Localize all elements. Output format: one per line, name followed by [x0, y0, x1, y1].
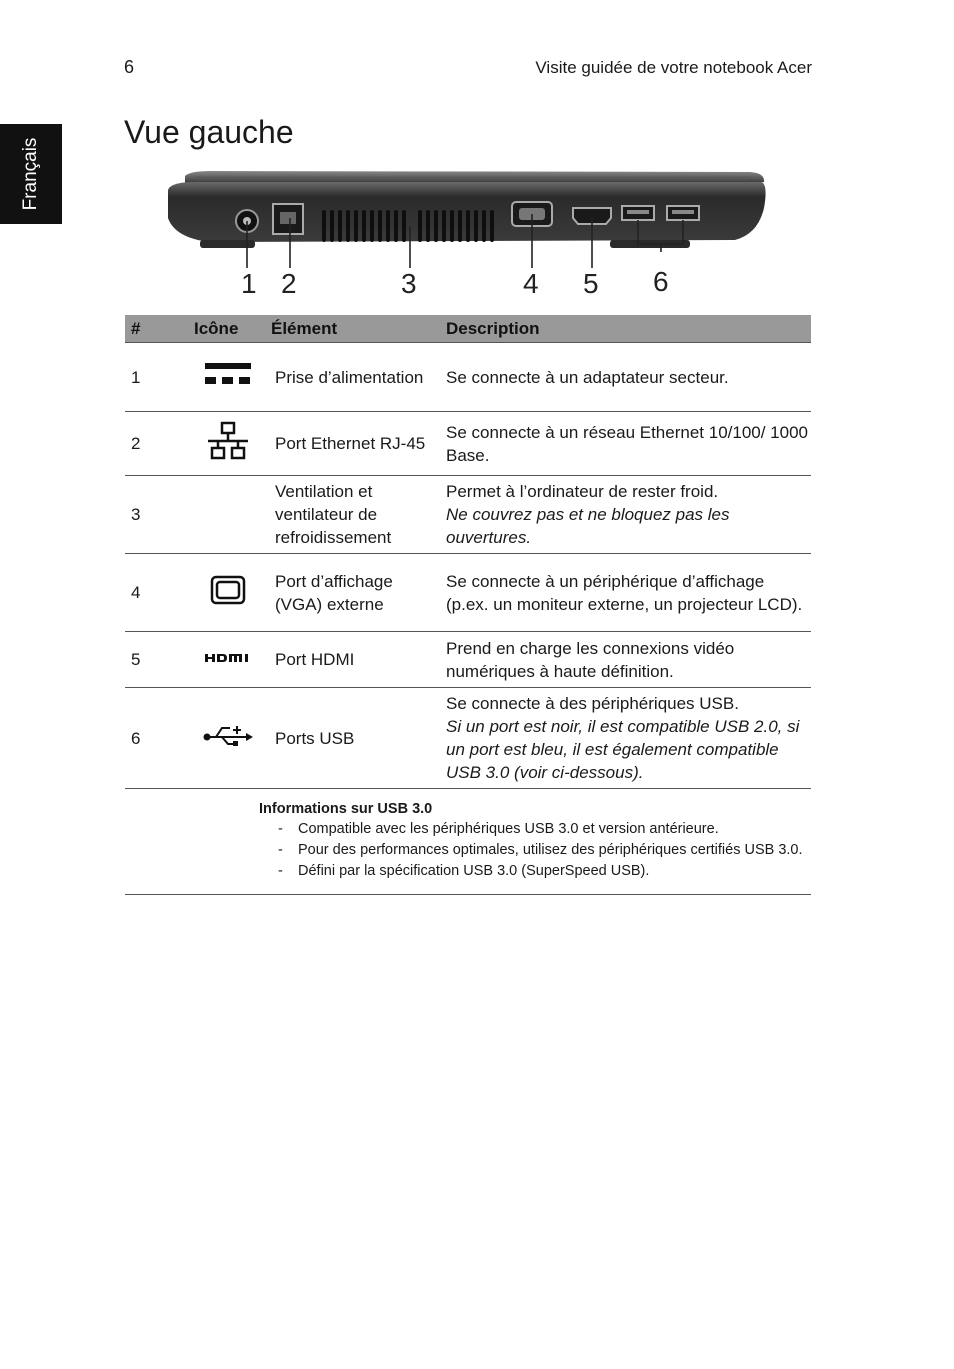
- table-header-row: [125, 315, 811, 343]
- usb-info-list: [259, 821, 808, 880]
- power-jack-icon: [203, 359, 253, 389]
- list-item: - Défini par la spécification USB 3.0 (SuperSpeed USB).: [278, 863, 650, 879]
- table-row: [125, 412, 811, 476]
- row-number: 6: [125, 688, 184, 789]
- callout-6: 6: [653, 266, 669, 297]
- header-icon: Icône: [184, 315, 271, 343]
- usb-icon: [202, 723, 254, 747]
- row-description: Se connecte à des périphériques USB.: [446, 694, 739, 713]
- row-description: Prend en charge les connexions vidéo numériques à haute définition.: [446, 638, 735, 681]
- row-item: Ports USB: [271, 688, 442, 789]
- row-description: Permet à l’ordinateur de rester froid.: [446, 482, 719, 501]
- header-num: #: [125, 315, 184, 343]
- table-row: [125, 632, 811, 688]
- laptop-left-side-illustration: [150, 168, 780, 268]
- row-number: 4: [125, 554, 184, 632]
- row-description: Se connecte à un réseau Ethernet 10/100/ 1000 Base.: [446, 422, 808, 465]
- callout-4: 4: [523, 268, 539, 299]
- ports-table: [125, 315, 811, 895]
- table-row: [125, 476, 811, 554]
- row-item: Port d’affichage (VGA) externe: [271, 554, 442, 632]
- table-row: [125, 343, 811, 412]
- hdmi-icon: [203, 651, 253, 665]
- list-item: - Compatible avec les périphériques USB 3.0 et version antérieure.: [278, 821, 719, 837]
- row-number: 5: [125, 632, 184, 688]
- row-item: Ventilation et ventilateur de refroidissement: [271, 476, 442, 554]
- header-desc: Description: [442, 315, 811, 343]
- row-note: Ne couvrez pas et ne bloquez pas les ouvertures.: [446, 505, 730, 547]
- row-note: Si un port est noir, il est compatible USB 2.0, si un port est bleu, il est également compatible USB 3.0 (voir ci-dessous).: [446, 717, 800, 782]
- callout-3: 3: [401, 268, 417, 299]
- usb-info-title: Informations sur USB 3.0: [259, 801, 433, 817]
- table-row: [125, 554, 811, 632]
- header-item: Élément: [271, 315, 442, 343]
- row-number: 2: [125, 412, 184, 476]
- ethernet-icon: [206, 421, 250, 461]
- page-title: Vue gauche: [124, 114, 294, 150]
- list-item: - Pour des performances optimales, utilisez des périphériques certifiés USB 3.0.: [278, 842, 803, 858]
- running-header: Visite guidée de votre notebook Acer: [535, 58, 812, 77]
- vga-port-icon: [210, 575, 246, 605]
- callout-5: 5: [583, 268, 599, 299]
- row-item: Prise d’alimentation: [271, 343, 442, 412]
- callout-1: 1: [241, 268, 257, 299]
- callout-2: 2: [281, 268, 297, 299]
- row-description: Se connecte à un adaptateur secteur.: [446, 367, 729, 387]
- language-tab-label: Français: [20, 137, 41, 211]
- row-number: 1: [125, 343, 184, 412]
- row-item: Port Ethernet RJ-45: [271, 412, 442, 476]
- usb-info-row: [125, 789, 811, 895]
- row-number: 3: [125, 476, 184, 554]
- language-tab: [0, 124, 62, 224]
- row-item: Port HDMI: [271, 632, 442, 688]
- table-row: [125, 688, 811, 789]
- page-number: 6: [124, 57, 135, 77]
- row-description: Se connecte à un périphérique d’affichage (p.ex. un moniteur externe, un projecteur LCD).: [446, 571, 803, 614]
